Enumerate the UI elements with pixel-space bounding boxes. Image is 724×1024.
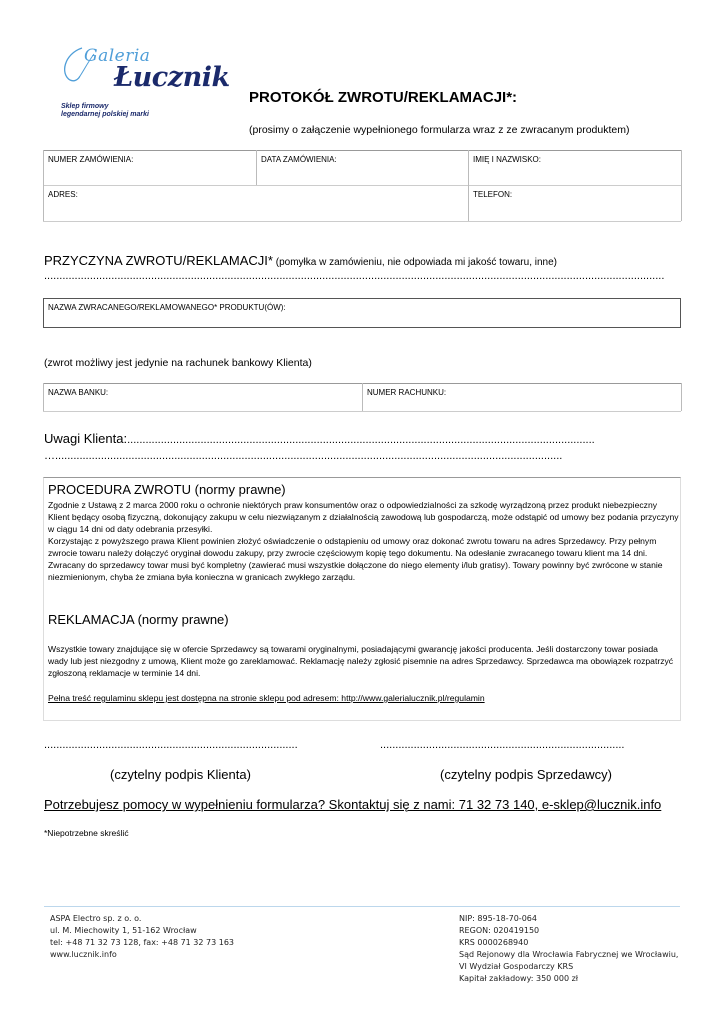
footer-krs: KRS 0000268940 [459, 938, 529, 947]
bank-name-label: NAZWA BANKU: [48, 388, 109, 397]
complaint-text: Wszystkie towary znajdujące się w ofercie Sprzedawcy są towarami oryginalnymi, posiadającymi gwarancję jakości producenta. Jeśli dostarczony towar posiada wady lub jest niezgodny z umową, Klient może go zareklamować. Reklamację należy zgłosić pisemnie na adres Sprzedawcy. Sprzedawca ma obowiązek rozpatrzyć zgłoszoną reklamacje w terminie 14 dni. [48, 644, 674, 678]
refund-note: (zwrot możliwy jest jedynie na rachunek bankowy Klienta) [44, 357, 312, 369]
procedure-text [48, 499, 680, 583]
phone-label: TELEFON: [473, 190, 513, 199]
order-number-label: NUMER ZAMÓWIENIA: [48, 155, 134, 164]
bank-name-field[interactable] [44, 384, 362, 411]
procedure-paragraph-1: Zgodnie z Ustawą z 2 marca 2000 roku o ochronie niektórych praw konsumentów oraz o odpowiedzialności za szkodę wyrządzoną przez produkt niebezpieczny Klient będący osobą fizyczną, dokonujący zakupu w celu niezwiązanym z działalnością zawodową lub gospodarczą, może odstąpić od umowy bez podania przyczyny w ciągu 14 dni od daty odebrania przesyłki. [48, 500, 679, 534]
client-signature-label: (czytelny podpis Klienta) [110, 767, 251, 782]
product-label: NAZWA ZWRACANEGO/REKLAMOWANEGO* PRODUKTU(ÓW): [48, 303, 286, 312]
form-border-bottom [43, 221, 681, 222]
reason-dotted-line[interactable]: ........................................................................................................................................................................................................... [44, 270, 665, 282]
tagline-line-1: Sklep firmowy [61, 103, 109, 110]
seller-signature-line[interactable]: ................................................................................ [380, 739, 625, 751]
form-border-right [681, 150, 682, 221]
footnote: *Niepotrzebne skreślić [44, 828, 129, 838]
reason-heading [44, 253, 557, 268]
account-number-field[interactable] [363, 384, 681, 411]
bank-border-right [681, 383, 682, 411]
address-field[interactable] [44, 186, 468, 221]
name-field[interactable] [469, 151, 681, 185]
tagline-line-2: legendarnej polskiej marki [61, 111, 149, 118]
page-title: PROTOKÓŁ ZWROTU/REKLAMACJI*: [249, 89, 518, 106]
footer-company-name: ASPA Electro sp. z o. o. [50, 914, 142, 923]
product-field[interactable] [43, 298, 681, 328]
footer-department: VI Wydział Gospodarczy KRS [459, 962, 574, 971]
procedure-title: PROCEDURA ZWROTU (normy prawne) [48, 482, 286, 497]
footer-divider [44, 906, 680, 907]
address-label: ADRES: [48, 190, 78, 199]
footer-regon: REGON: 020419150 [459, 926, 540, 935]
footer-registration-info [459, 913, 678, 985]
procedure-paragraph-3: Zwracany do sprzedawcy towar musi być kompletny (zawierać musi wszystkie dołączone do niego elementy i/lub gratisy). Towary powinny być zwrócone w stanie niezmienionym, chyba że zmiana była konieczna w granicach zwykłego zarządu. [48, 560, 663, 582]
footer-phone: tel: +48 71 32 73 128, fax: +48 71 32 73 163 [50, 938, 235, 947]
footer-court: Sąd Rejonowy dla Wrocławia Fabrycznej we Wrocławiu, [459, 950, 679, 959]
seller-signature-label: (czytelny podpis Sprzedawcy) [440, 767, 612, 782]
regulations-link[interactable]: Pełna treść regulaminu sklepu jest dostępna na stronie sklepu pod adresem: http://www.galerialucznik.pl/regulamin [48, 693, 485, 703]
order-date-label: DATA ZAMÓWIENIA: [261, 155, 337, 164]
reason-label: PRZYCZYNA ZWROTU/REKLAMACJI* [44, 253, 273, 268]
bank-border-bottom [43, 411, 681, 412]
logo-word-lucznik: Łucznik [114, 62, 230, 93]
order-date-field[interactable] [257, 151, 468, 185]
remarks-dots-1: ......................................................................................................................................................... [127, 434, 595, 446]
order-number-field[interactable] [44, 151, 256, 185]
complaint-title: REKLAMACJA (normy prawne) [48, 612, 229, 627]
remarks-line[interactable] [44, 431, 680, 446]
reason-hint: (pomyłka w zamówieniu, nie odpowiada mi jakość towaru, inne) [272, 257, 557, 268]
remarks-dots-2[interactable]: …...................................................................................................................................................................... [44, 450, 563, 462]
legal-info-box [43, 477, 681, 721]
footer-nip: NIP: 895-18-70-064 [459, 914, 537, 923]
footer-capital: Kapitał zakładowy: 350 000 zł [459, 974, 579, 983]
logo-tagline [61, 103, 149, 119]
logo-word-galeria: Galeria [84, 46, 151, 66]
name-label: IMIĘ I NAZWISKO: [473, 155, 542, 164]
page-subtitle: (prosimy o załączenie wypełnionego formularza wraz z ze zwracanym produktem) [249, 124, 630, 136]
procedure-paragraph-2: Korzystając z powyższego prawa Klient powinien złożyć oświadczenie o odstąpieniu od umowy oraz dokonać zwrotu towaru na adres Sprzedawcy. Przy pełnym zwrocie towaru należy dołączyć oryginał dowodu zakupy, przy zwrocie częściowym kopię tego dokumentu. Na odesłanie zwracanego towaru klient ma 14 dni. [48, 536, 657, 558]
remarks-label: Uwagi Klienta: [44, 431, 128, 446]
client-signature-line[interactable]: ................................................................................... [44, 739, 298, 751]
phone-field[interactable] [469, 186, 681, 221]
footer-website[interactable]: www.lucznik.info [50, 950, 117, 959]
help-contact-line[interactable]: Potrzebujesz pomocy w wypełnieniu formularza? Skontaktuj się z nami: 71 32 73 140, e-sklep@lucznik.info [44, 797, 662, 812]
footer-address: ul. M. Miechowity 1, 51-162 Wrocław [50, 926, 197, 935]
account-number-label: NUMER RACHUNKU: [367, 388, 447, 397]
footer-company-info [50, 913, 234, 961]
